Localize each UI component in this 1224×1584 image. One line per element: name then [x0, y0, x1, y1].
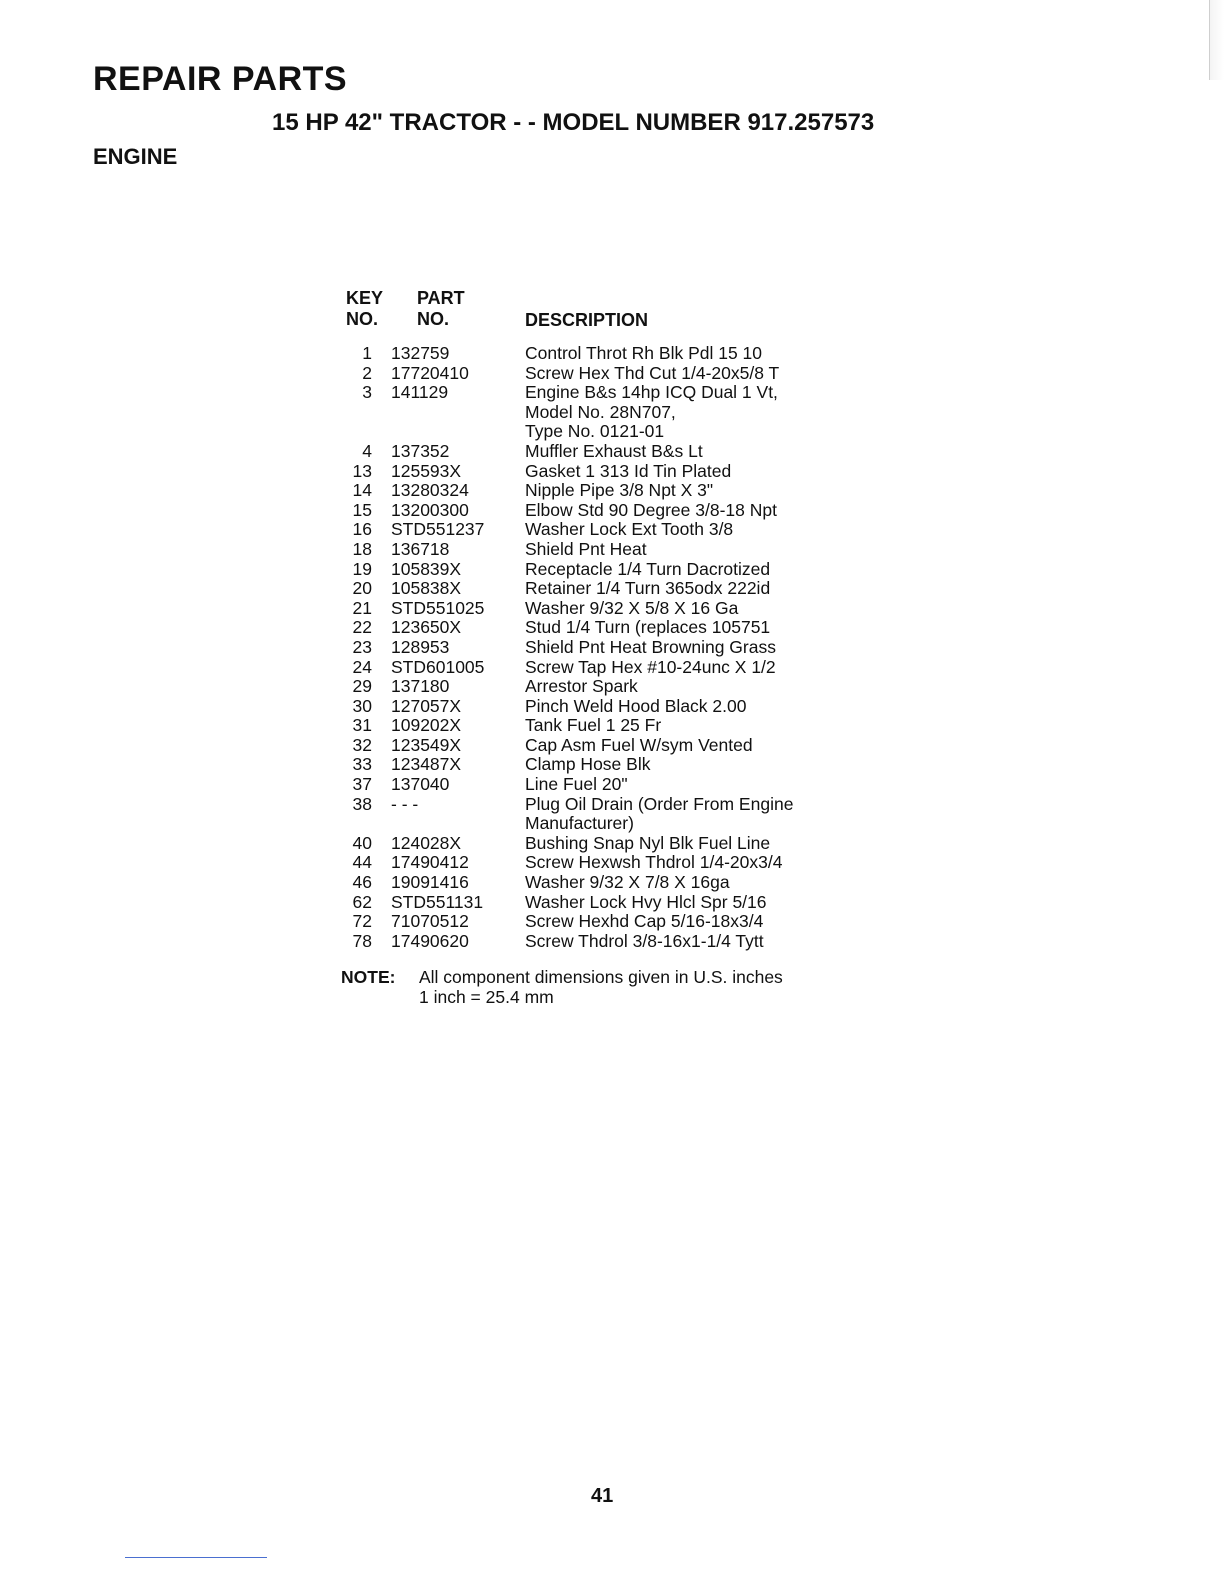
key-number: 20 [352, 578, 372, 599]
note-text: All component dimensions given in U.S. inches 1 inch = 25.4 mm [419, 967, 783, 1007]
part-number: 125593X [391, 460, 462, 481]
part-description: Clamp Hose Blk [525, 754, 651, 775]
table-row [340, 716, 840, 736]
parts-rows [340, 344, 840, 951]
part-description: Line Fuel 20" [525, 774, 628, 795]
key-number: 4 [362, 440, 372, 461]
key-number: 72 [352, 911, 372, 932]
table-row [340, 462, 840, 482]
part-description: Washer 9/32 X 5/8 X 16 Ga [525, 597, 739, 618]
table-row [340, 383, 840, 442]
part-description: Plug Oil Drain (Order From Engine Manufacturer) [525, 793, 794, 834]
part-number: 109202X [391, 715, 462, 736]
part-number: STD551131 [391, 891, 484, 912]
part-description: Gasket 1 313 Id Tin Plated [525, 460, 732, 481]
part-description: Nipple Pipe 3/8 Npt X 3" [525, 480, 714, 501]
key-number: 21 [352, 597, 372, 618]
table-row [340, 932, 840, 952]
part-description: Screw Thdrol 3/8-16x1-1/4 Tytt [525, 930, 764, 951]
part-number: 105838X [391, 578, 462, 599]
table-row [340, 442, 840, 462]
part-number: 132759 [391, 343, 450, 363]
part-number: 13280324 [391, 480, 469, 501]
part-description: Stud 1/4 Turn (replaces 105751 [525, 617, 771, 638]
key-number: 18 [352, 538, 372, 559]
part-description: Screw Hexwsh Thdrol 1/4-20x3/4 [525, 852, 783, 873]
column-header-part: PART NO. [417, 288, 465, 329]
key-number: 31 [352, 715, 372, 736]
part-number: STD551237 [391, 519, 485, 540]
part-description: Control Throt Rh Blk Pdl 15 10 [525, 343, 763, 363]
part-description: Cap Asm Fuel W/sym Vented [525, 734, 753, 755]
table-row [340, 344, 840, 364]
key-number: 24 [352, 656, 372, 677]
part-description: Screw Hex Thd Cut 1/4-20x5/8 T [525, 362, 780, 383]
section-title: ENGINE [93, 144, 178, 169]
part-number: 137180 [391, 676, 450, 697]
note [341, 967, 783, 1007]
table-row [340, 560, 840, 580]
part-number: 127057X [391, 695, 462, 716]
key-number: 40 [352, 832, 372, 853]
part-number: 128953 [391, 636, 450, 657]
part-number: 13200300 [391, 499, 469, 520]
key-number: 16 [352, 519, 372, 540]
table-row [340, 364, 840, 384]
key-number: 44 [352, 852, 372, 873]
key-number: 78 [352, 930, 372, 951]
part-description: Washer 9/32 X 7/8 X 16ga [525, 872, 730, 893]
part-number: 71070512 [391, 911, 469, 932]
key-number: 2 [362, 362, 372, 383]
scan-edge [1209, 0, 1224, 80]
key-number: 1 [362, 343, 372, 363]
key-number: 19 [352, 558, 372, 579]
part-number: 137040 [391, 774, 450, 795]
table-row [340, 481, 840, 501]
page-number: 41 [591, 1485, 614, 1507]
part-number: 19091416 [391, 872, 469, 893]
part-description: Bushing Snap Nyl Blk Fuel Line [525, 832, 771, 853]
table-row [340, 853, 840, 873]
part-description: Shield Pnt Heat [525, 538, 647, 559]
table-row [340, 638, 840, 658]
table-row [340, 520, 840, 540]
table-row [340, 775, 840, 795]
part-description: Elbow Std 90 Degree 3/8-18 Npt [525, 499, 777, 520]
table-row [340, 599, 840, 619]
part-description: Engine B&s 14hp ICQ Dual 1 Vt, Model No. 28N707, Type No. 0121-01 [525, 382, 778, 442]
table-row [340, 736, 840, 756]
key-number: 30 [352, 695, 372, 716]
table-row [340, 697, 840, 717]
key-number: 29 [352, 676, 372, 697]
table-row [340, 893, 840, 913]
table-row [340, 618, 840, 638]
part-number: 141129 [391, 382, 449, 403]
table-row [340, 795, 840, 834]
part-number: 17720410 [391, 362, 469, 383]
key-number: 32 [352, 734, 372, 755]
part-description: Arrestor Spark [525, 676, 638, 697]
key-number: 37 [352, 774, 372, 795]
part-number: 17490412 [391, 852, 469, 873]
key-number: 62 [352, 891, 372, 912]
part-number: - - - [391, 793, 419, 814]
table-row [340, 755, 840, 775]
part-description: Receptacle 1/4 Turn Dacrotized [525, 558, 771, 579]
part-description: Pinch Weld Hood Black 2.00 [525, 695, 747, 716]
footer-rule [125, 1557, 267, 1558]
table-row [340, 540, 840, 560]
table-row [340, 873, 840, 893]
part-number: 136718 [391, 538, 450, 559]
key-number: 3 [362, 382, 372, 403]
key-number: 38 [352, 793, 372, 814]
column-header-key: KEY NO. [346, 288, 384, 329]
key-number: 22 [352, 617, 372, 638]
part-description: Retainer 1/4 Turn 365odx 222id [525, 578, 771, 599]
table-row [340, 658, 840, 678]
key-number: 23 [352, 636, 372, 657]
table-row [340, 912, 840, 932]
part-number: 124028X [391, 832, 462, 853]
key-number: 14 [352, 480, 372, 501]
key-number: 13 [352, 460, 372, 481]
part-number: STD551025 [391, 597, 485, 618]
part-number: 17490620 [391, 930, 469, 951]
key-number: 15 [352, 499, 372, 520]
part-description: Washer Lock Ext Tooth 3/8 [525, 519, 734, 540]
part-description: Screw Tap Hex #10-24unc X 1/2 [525, 656, 776, 677]
part-description: Shield Pnt Heat Browning Grass [525, 636, 776, 657]
part-description: Washer Lock Hvy Hlcl Spr 5/16 [525, 891, 767, 912]
part-number: 123549X [391, 734, 462, 755]
part-number: 123650X [391, 617, 462, 638]
key-number: 33 [352, 754, 372, 775]
part-number: 137352 [391, 440, 450, 461]
part-description: Tank Fuel 1 25 Fr [525, 715, 662, 736]
column-header-description: DESCRIPTION [525, 310, 649, 330]
part-description: Muffler Exhaust B&s Lt [525, 440, 703, 461]
part-number: 105839X [391, 558, 462, 579]
note-label: NOTE: [341, 967, 396, 987]
table-row [340, 834, 840, 854]
part-number: 123487X [391, 754, 462, 775]
table-row [340, 677, 840, 697]
key-number: 46 [352, 872, 372, 893]
page-title: REPAIR PARTS [93, 60, 348, 98]
table-row [340, 501, 840, 521]
part-number: STD601005 [391, 656, 485, 677]
table-row [340, 579, 840, 599]
model-subtitle: 15 HP 42" TRACTOR - - MODEL NUMBER 917.257573 [272, 109, 875, 136]
part-description: Screw Hexhd Cap 5/16-18x3/4 [525, 911, 764, 932]
